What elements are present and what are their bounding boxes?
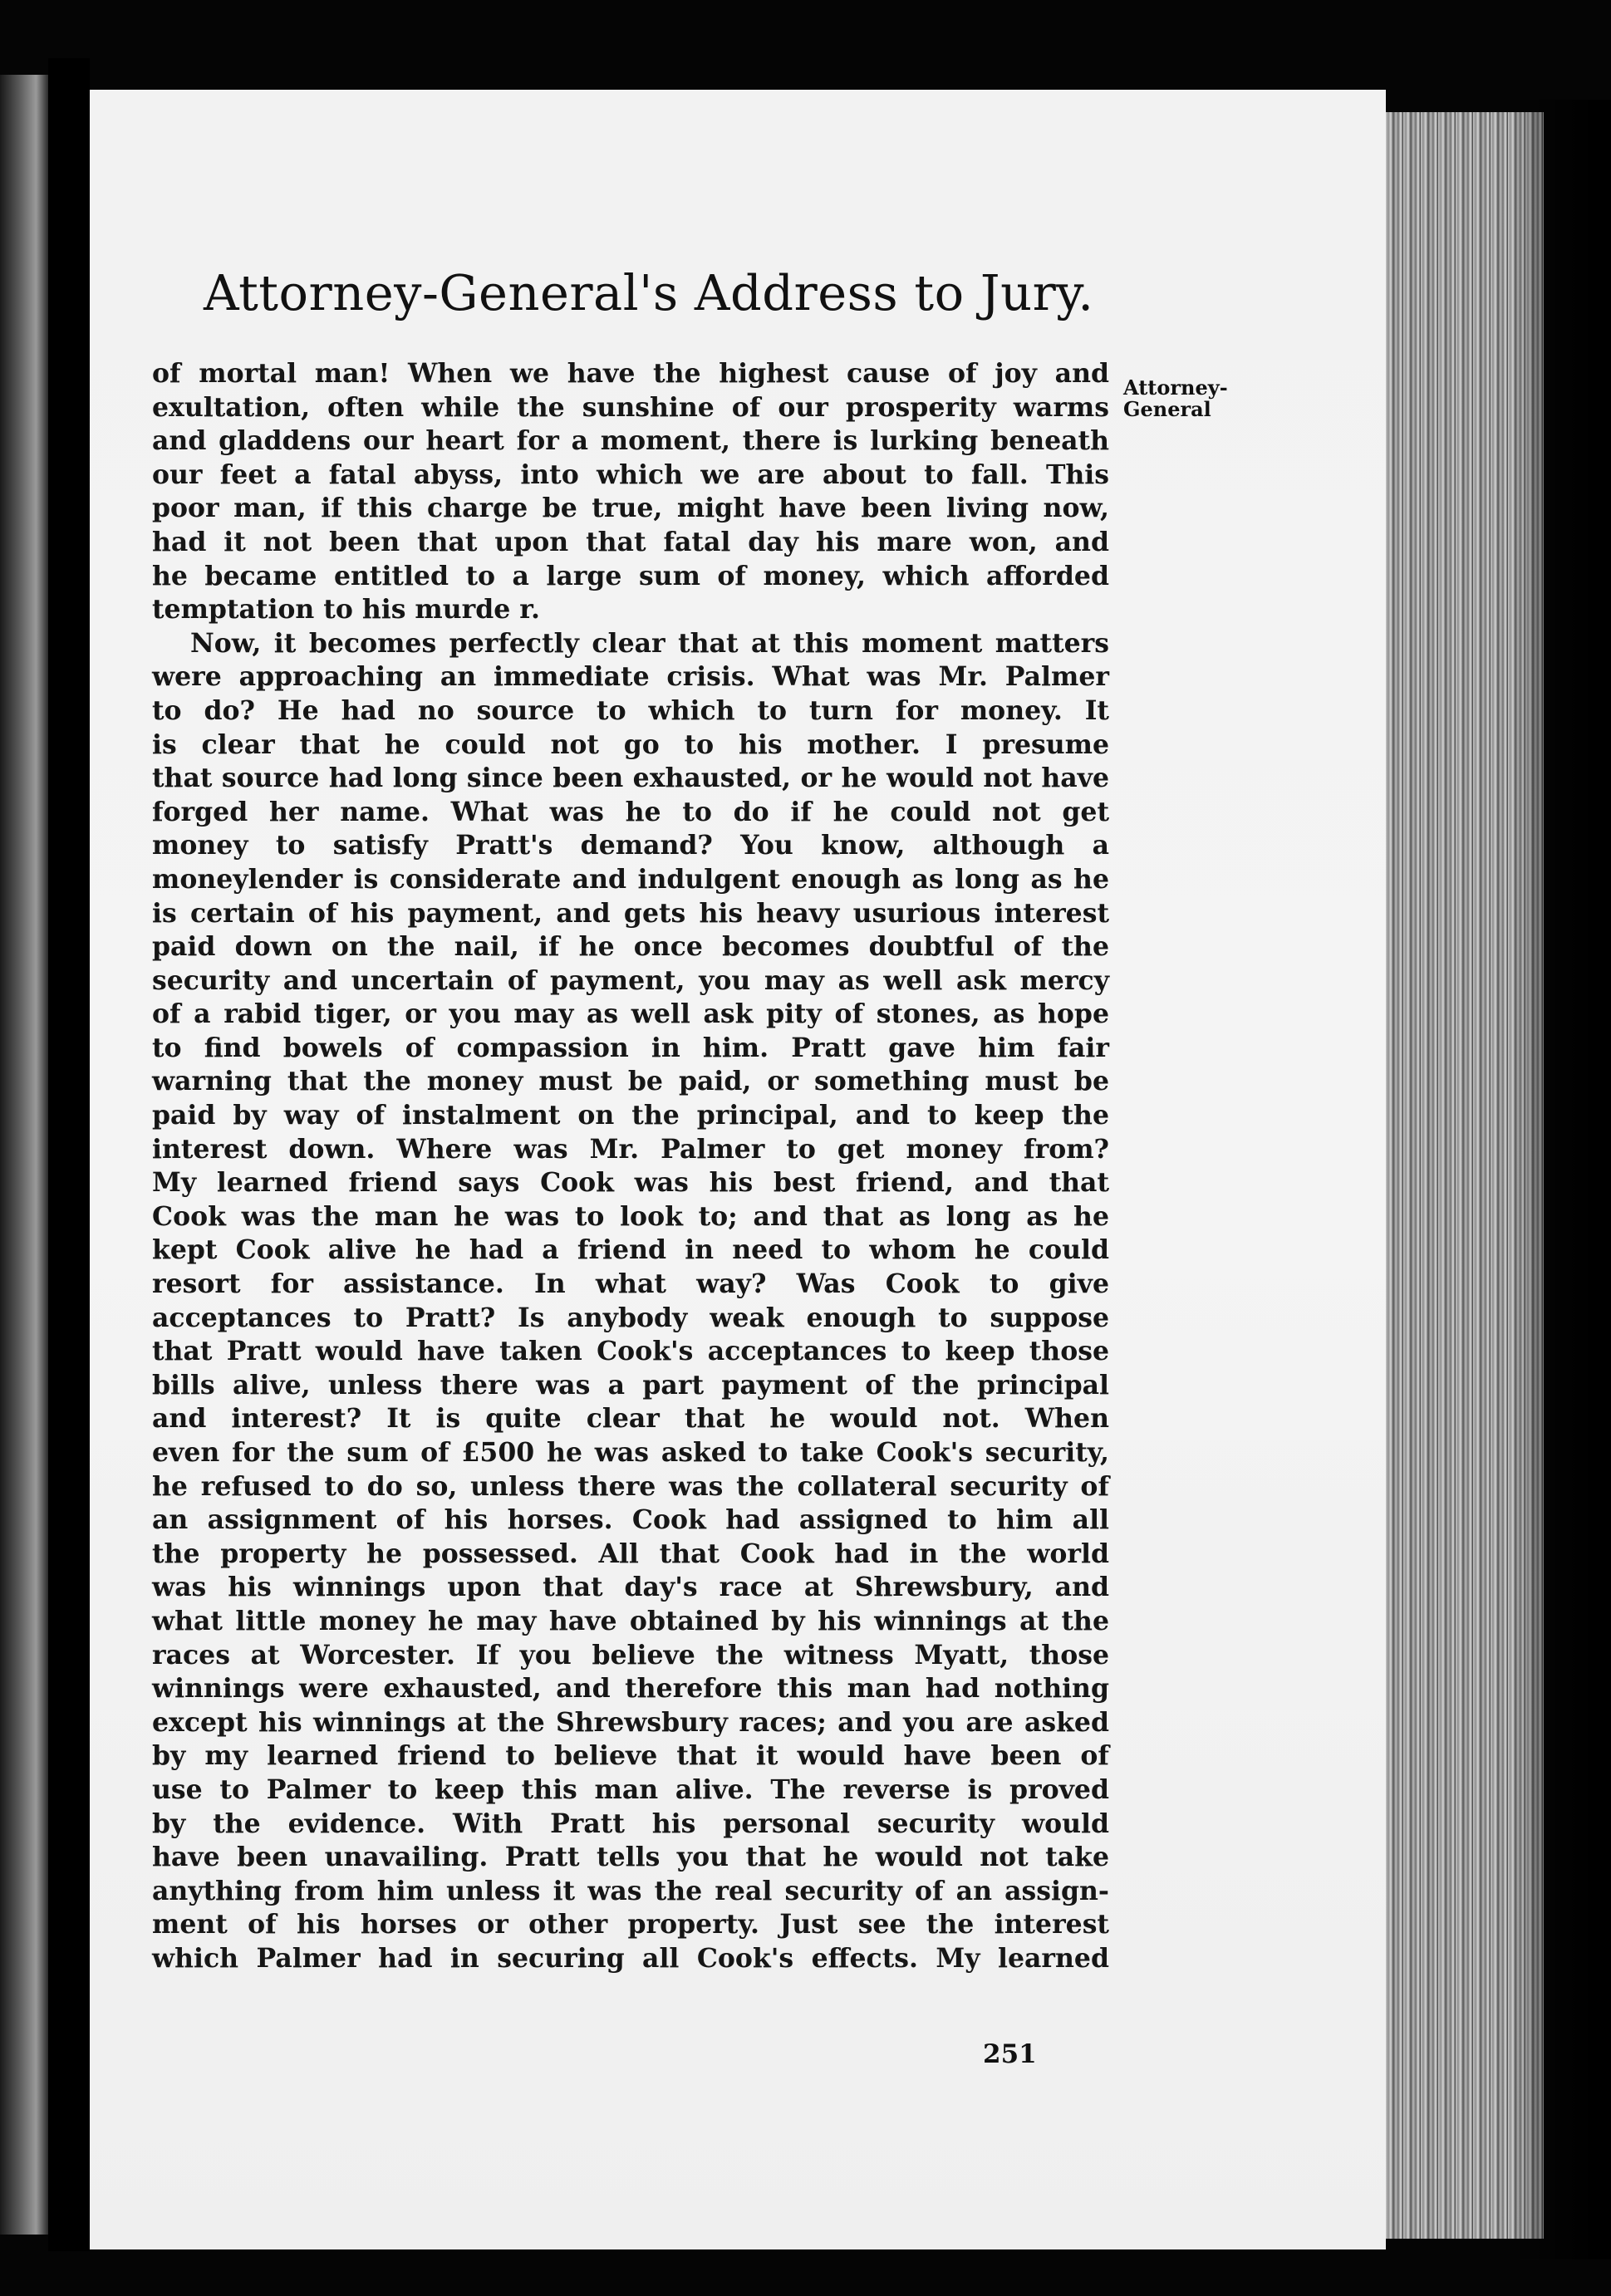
- text-line: resort for assistance. In what way? Was Cook to give: [152, 1268, 1109, 1300]
- margin-sidenote: [1123, 377, 1248, 420]
- text-line: exultation, often while the sunshine of our prosperity warms: [152, 391, 1109, 423]
- text-line: our feet a fatal abyss, into which we are about to fall. This: [152, 459, 1109, 490]
- text-line: winnings were exhausted, and therefore this man had nothing: [152, 1673, 1109, 1705]
- text-line: to do? He had no source to which to turn for money. It: [152, 694, 1109, 726]
- text-line: that source had long since been exhausted, or he would not have: [152, 763, 1109, 794]
- text-line: ment of his horses or other property. Just see the interest: [152, 1909, 1109, 1940]
- page-number: 251: [983, 2039, 1037, 2069]
- text-line: paid down on the nail, if he once becomes doubtful of the: [152, 931, 1109, 963]
- text-line: Now, it becomes perfectly clear that at this moment matters: [190, 627, 1109, 659]
- text-line: have been unavailing. Pratt tells you that he would not take: [152, 1842, 1109, 1873]
- text-line: and interest? It is quite clear that he would not. When: [152, 1403, 1109, 1435]
- text-line: were approaching an immediate crisis. What was Mr. Palmer: [152, 661, 1109, 693]
- text-line: by my learned friend to believe that it would have been of: [152, 1740, 1109, 1772]
- text-line: and gladdens our heart for a moment, there is lurking beneath: [152, 425, 1109, 457]
- text-line: except his winnings at the Shrewsbury races; and you are asked: [152, 1706, 1109, 1738]
- text-line: use to Palmer to keep this man alive. The reverse is proved: [152, 1774, 1109, 1805]
- text-line: was his winnings upon that day's race at Shrewsbury, and: [152, 1572, 1109, 1603]
- text-line: is certain of his payment, and gets his heavy usurious interest: [152, 897, 1109, 929]
- text-line: My learned friend says Cook was his best friend, and that: [152, 1167, 1109, 1199]
- text-line: of mortal man! When we have the highest cause of joy and: [152, 358, 1109, 389]
- text-line: what little money he may have obtained by his winnings at the: [152, 1605, 1109, 1636]
- text-line: acceptances to Pratt? Is anybody weak enough to suppose: [152, 1302, 1109, 1333]
- text-line: that Pratt would have taken Cook's acceptances to keep those: [152, 1336, 1109, 1367]
- sidenote-line: Attorney-: [1123, 375, 1228, 400]
- running-header: Attorney-General's Address to Jury.: [204, 264, 1094, 321]
- text-line: Cook was the man he was to look to; and that as long as he: [152, 1200, 1109, 1232]
- scan-border: [1512, 100, 1611, 2259]
- text-line: temptation to his murde r.: [152, 594, 540, 626]
- text-line: of a rabid tiger, or you may as well ask pity of stones, as hope: [152, 998, 1109, 1030]
- text-line: which Palmer had in securing all Cook's effects. My learned: [152, 1942, 1109, 1974]
- text-line: the property he possessed. All that Cook had in the world: [152, 1538, 1109, 1569]
- text-line: races at Worcester. If you believe the witness Myatt, those: [152, 1639, 1109, 1670]
- text-line: to find bowels of compassion in him. Pratt gave him fair: [152, 1032, 1109, 1063]
- text-line: interest down. Where was Mr. Palmer to get money from?: [152, 1133, 1109, 1165]
- text-line: warning that the money must be paid, or something must be: [152, 1066, 1109, 1097]
- text-line: an assignment of his horses. Cook had assigned to him all: [152, 1504, 1109, 1536]
- text-line: he refused to do so, unless there was the collateral security of: [152, 1470, 1109, 1502]
- text-line: forged her name. What was he to do if he could not get: [152, 796, 1109, 827]
- text-line: even for the sum of £500 he was asked to take Cook's security,: [152, 1437, 1109, 1468]
- text-line: kept Cook alive he had a friend in need to whom he could: [152, 1234, 1109, 1266]
- body-text: [152, 357, 1109, 1976]
- text-line: money to satisfy Pratt's demand? You know, although a: [152, 830, 1109, 861]
- text-line: is clear that he could not go to his mother. I presume: [152, 729, 1109, 760]
- text-line: paid by way of instalment on the principal, and to keep the: [152, 1100, 1109, 1131]
- facing-page-edge: [0, 75, 48, 2235]
- text-line: by the evidence. With Pratt his personal security would: [152, 1808, 1109, 1839]
- sidenote-line: General: [1123, 397, 1211, 421]
- book-gutter: [48, 58, 90, 2251]
- text-line: poor man, if this charge be true, might have been living now,: [152, 493, 1109, 524]
- text-line: moneylender is considerate and indulgent enough as long as he: [152, 863, 1109, 895]
- text-line: anything from him unless it was the real security of an assign-: [152, 1875, 1109, 1906]
- text-line: bills alive, unless there was a part payment of the principal: [152, 1369, 1109, 1401]
- text-line: security and uncertain of payment, you may as well ask mercy: [152, 964, 1109, 996]
- text-line: had it not been that upon that fatal day his mare won, and: [152, 526, 1109, 557]
- text-line: he became entitled to a large sum of money, which afforded: [152, 560, 1109, 591]
